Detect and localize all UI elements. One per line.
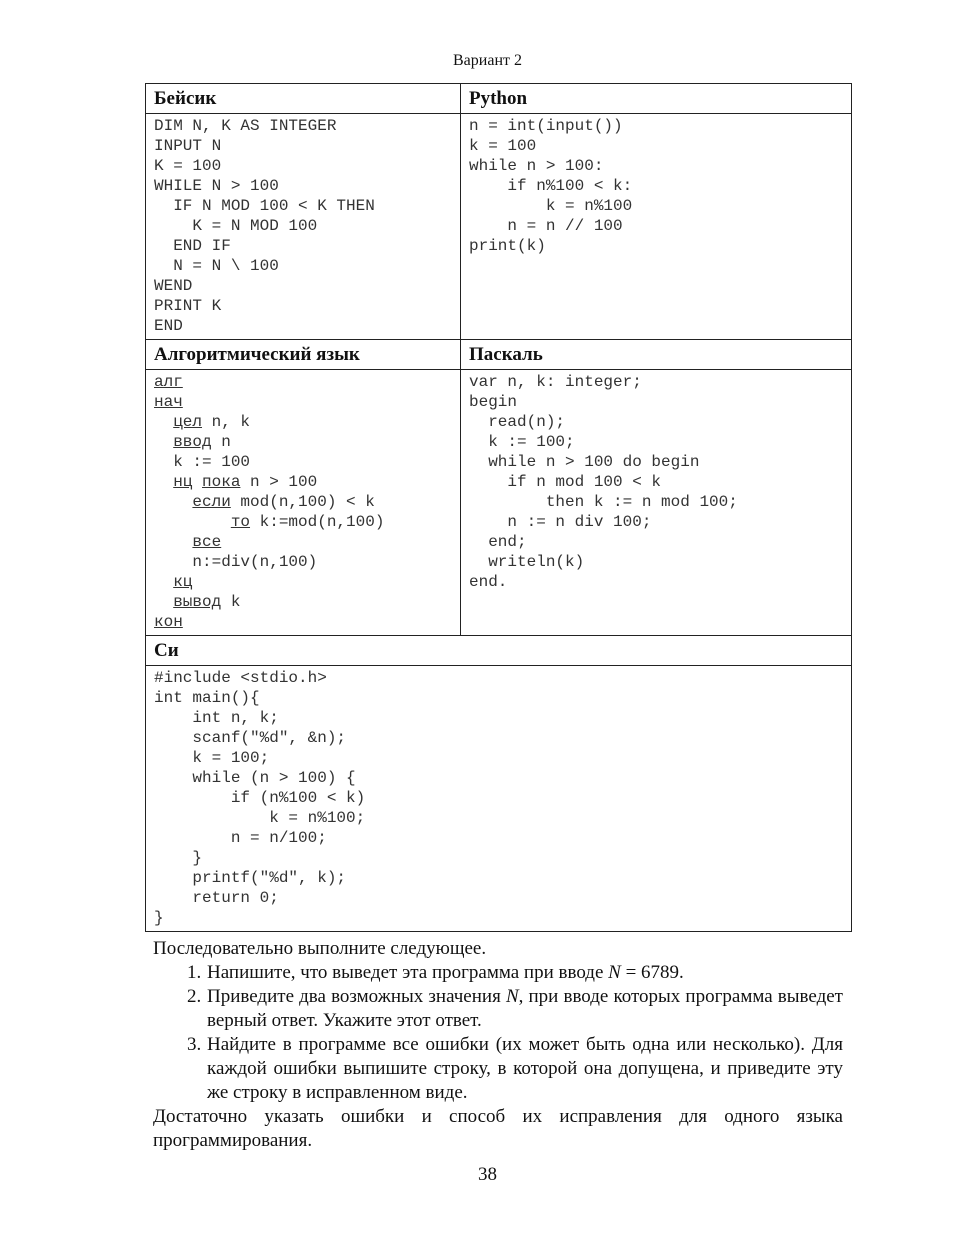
code-line: end. xyxy=(469,573,508,591)
code-line: K = 100 xyxy=(154,157,222,175)
code-line: n = int(input()) xyxy=(469,117,623,135)
code-line: return 0; xyxy=(154,889,279,907)
task-list xyxy=(153,961,843,1105)
code-line: k = n%100; xyxy=(154,809,366,827)
code-line: WHILE N > 100 xyxy=(154,177,279,195)
python-code-cell xyxy=(461,114,852,340)
code-line: while (n > 100) { xyxy=(154,769,356,787)
code-line: int main(){ xyxy=(154,689,260,707)
algo-line: если mod(n,100) < k xyxy=(192,493,375,511)
task-text xyxy=(153,937,843,1153)
algo-line: нц пока n > 100 xyxy=(173,473,318,491)
outro-text: Достаточно указать ошибки и способ их исправления для одного языка программирования. xyxy=(153,1106,843,1151)
code-line: k = 100; xyxy=(154,749,270,767)
basic-code-cell xyxy=(146,114,461,340)
algo-code xyxy=(154,370,452,635)
code-line: scanf("%d", &n); xyxy=(154,729,347,747)
code-line: k = 100 xyxy=(469,137,537,155)
c-code xyxy=(154,666,843,931)
algo-line: алг xyxy=(154,373,183,391)
basic-header: Бейсик xyxy=(146,84,461,114)
code-line: K = N MOD 100 xyxy=(154,217,318,235)
algo-code-cell xyxy=(146,370,461,636)
code-line: writeln(k) xyxy=(469,553,585,571)
algo-line: вывод k xyxy=(173,593,241,611)
algo-line: все xyxy=(192,533,222,551)
code-line: #include <stdio.h> xyxy=(154,669,327,687)
algo-line: цел n, k xyxy=(173,413,251,431)
code-line: n = n/100; xyxy=(154,829,327,847)
code-line: print(k) xyxy=(469,237,546,255)
code-line: while n > 100: xyxy=(469,157,604,175)
intro-text: Последовательно выполните следующее. xyxy=(153,938,487,959)
pascal-code-cell xyxy=(461,370,852,636)
code-line: END xyxy=(154,317,183,335)
code-line: INPUT N xyxy=(154,137,222,155)
algo-line: нач xyxy=(154,393,183,411)
code-line: N = N \ 100 xyxy=(154,257,279,275)
code-line: if (n%100 < k) xyxy=(154,789,366,807)
basic-code xyxy=(154,114,452,339)
code-line: var n, k: integer; xyxy=(469,373,642,391)
code-line: then k := n mod 100; xyxy=(469,493,738,511)
c-code-cell xyxy=(146,666,852,932)
code-line: n = n // 100 xyxy=(469,217,623,235)
code-line: WEND xyxy=(154,277,193,295)
code-line: k := 100; xyxy=(469,433,575,451)
pascal-header: Паскаль xyxy=(461,340,852,370)
c-header: Си xyxy=(146,636,852,666)
algo-header: Алгоритмический язык xyxy=(146,340,461,370)
code-line: k = n%100 xyxy=(469,197,633,215)
task-item-2: 2. Приведите два возможных значения N, при вводе которых программа выведет верный ответ. Укажите этот ответ. xyxy=(206,985,843,1033)
algo-line: ввод n xyxy=(173,433,231,451)
code-line: end; xyxy=(469,533,527,551)
page-number: 38 xyxy=(478,1164,497,1185)
code-line: printf("%d", k); xyxy=(154,869,347,887)
code-line: if n mod 100 < k xyxy=(469,473,662,491)
algo-line: то k:=mod(n,100) xyxy=(230,513,385,531)
code-line: END IF xyxy=(154,237,231,255)
python-code xyxy=(469,114,843,259)
algo-line: k := 100 xyxy=(173,453,251,471)
code-line: if n%100 < k: xyxy=(469,177,633,195)
code-line: n := n div 100; xyxy=(469,513,652,531)
code-line: int n, k; xyxy=(154,709,279,727)
code-line: begin xyxy=(469,393,518,411)
code-table xyxy=(145,83,852,932)
task-item-3: 3. Найдите в программе все ошибки (их может быть одна или несколько). Для каждой ошибки выпишите строку, в которой она допущена, и приведите эту же строку в исправленном виде. xyxy=(206,1033,843,1105)
code-line: } xyxy=(154,849,203,867)
code-line: PRINT K xyxy=(154,297,222,315)
task-item-1: 1. Напишите, что выведет эта программа при вводе N = 6789. xyxy=(206,961,843,985)
code-line: DIM N, K AS INTEGER xyxy=(154,117,337,135)
page-header: Вариант 2 xyxy=(453,52,522,69)
python-header: Python xyxy=(461,84,852,114)
code-line: IF N MOD 100 < K THEN xyxy=(154,197,375,215)
algo-line: n:=div(n,100) xyxy=(192,553,318,571)
code-line: } xyxy=(154,909,164,927)
algo-line: кц xyxy=(173,573,193,591)
pascal-code xyxy=(469,370,843,595)
code-line: read(n); xyxy=(469,413,566,431)
algo-line: кон xyxy=(154,613,183,631)
code-line: while n > 100 do begin xyxy=(469,453,700,471)
